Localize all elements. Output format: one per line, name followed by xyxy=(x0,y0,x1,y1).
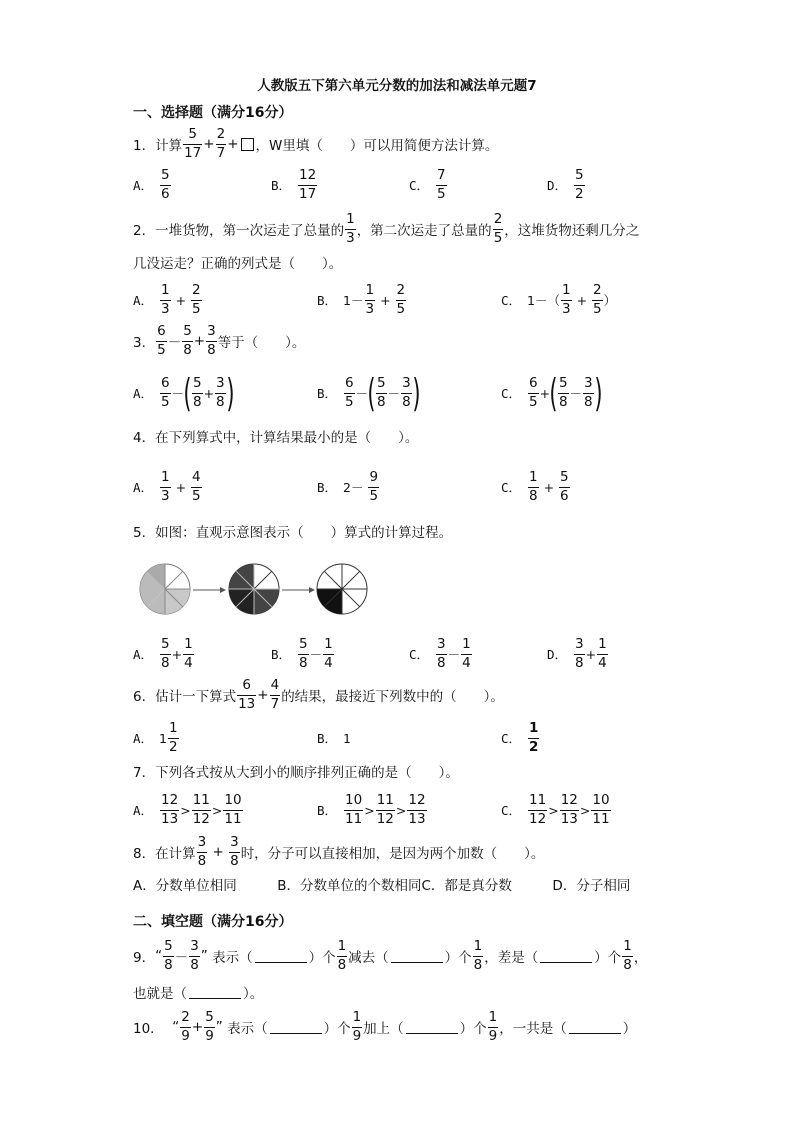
q8-options[interactable]: A．分数单位相同 B．分数单位的个数相同C．都是真分数 D．分子相同 xyxy=(133,878,631,894)
q7-option-b[interactable]: B． 10 11 > 11 12 > 12 13 xyxy=(317,792,426,827)
answer-blank[interactable] xyxy=(391,950,443,963)
q3-option-c[interactable]: C． 6 5 + ( 5 8 － 3 8 ) xyxy=(501,371,603,415)
answer-blank[interactable] xyxy=(569,1021,621,1034)
q3-option-a[interactable]: A． 6 5 － ( 5 8 + $\frac{3}{8}$ ) xyxy=(133,371,235,415)
circle-3 xyxy=(317,564,367,614)
question-9: 9． “ 5 8 － 3 8 ” 表示（ ）个 1 8 减去（ ）个 1 8 ，差是（ ）个 1 8 ， xyxy=(133,938,648,973)
q7-option-c[interactable]: C． 11 12 > 12 13 > 10 11 xyxy=(501,792,610,827)
q4-option-b[interactable]: B． 2 － 9 5 xyxy=(317,469,379,504)
page-title: 人教版五下第六单元分数的加法和减法单元题7 xyxy=(257,78,537,94)
q4-option-a[interactable]: A． 1 3 + $\frac{4}{5}$ xyxy=(133,469,201,504)
q2-option-c[interactable]: C． 1 －（ 1 3 + $\frac{2}{5}$ ） xyxy=(501,282,617,317)
q6-option-c[interactable]: C． 1 2 xyxy=(501,720,539,755)
q4-option-c[interactable]: C． 1 8 + $\frac{5}{6}$ xyxy=(501,469,569,504)
question-text: ，W里填（ ）可以用简便方法计算。 xyxy=(255,138,499,154)
question-6: 6． 估计一下算式 6 13 + $\frac{4}{7}$ 的结果，最接近下列数中的（ ）。 xyxy=(133,677,504,712)
circle-2 xyxy=(229,564,279,614)
section-heading-fill: 二、填空题（满分16分） xyxy=(133,914,293,930)
q5-option-d[interactable]: D． 3 8 + $\frac{1}{4}$ xyxy=(547,636,607,671)
q6-option-a[interactable]: A． 1 1 2 xyxy=(133,720,178,755)
q5-option-c[interactable]: C． 3 8 － 1 4 xyxy=(409,636,471,671)
q6-option-b[interactable]: B． 1 xyxy=(317,730,351,746)
question-number: 1． xyxy=(133,138,156,154)
q5-option-b[interactable]: B． 5 8 － 1 4 xyxy=(271,636,333,671)
q7-option-a[interactable]: A． 12 13 > 11 12 > 10 11 xyxy=(133,792,242,827)
question-10: 10． “ 2 9 + $\frac{5}{9}$ ” 表示（ ）个 1 9 加上（ ）个 1 9 ，一共是（ ） xyxy=(133,1009,637,1044)
question-5: 5．如图：直观示意图表示（ ）算式的计算过程。 xyxy=(133,525,453,541)
q1-option-b[interactable]: B． 12 17 xyxy=(271,167,317,202)
fraction-circle-diagram xyxy=(133,560,373,620)
answer-blank[interactable] xyxy=(270,1021,322,1034)
fraction: $\frac{2}{7}$ xyxy=(216,126,226,161)
answer-blank[interactable] xyxy=(540,950,592,963)
q1-option-a[interactable]: A． 5 6 xyxy=(133,167,170,202)
fraction: 5 17 xyxy=(184,126,202,161)
circle-1 xyxy=(140,564,190,614)
q2-option-a[interactable]: A． 1 3 + $\frac{2}{5}$ xyxy=(133,282,201,317)
answer-blank[interactable] xyxy=(189,986,241,999)
question-7: 7．下列各式按从大到小的顺序排列正确的是（ ）。 xyxy=(133,765,459,781)
question-8: 8． 在计算 3 8 + $\frac{3}{8}$ 时，分子可以直接相加，是因为两个加数（ ）。 xyxy=(133,834,545,869)
question-text: 计算 xyxy=(155,138,183,154)
q1-option-d[interactable]: D． 5 2 xyxy=(547,167,584,202)
question-1: 1． 计算 5 17 + $\frac{2}{7}$ + ，W里填（ ）可以用简便方法计算。 xyxy=(133,126,499,161)
blank-square-icon xyxy=(241,138,254,151)
answer-blank[interactable] xyxy=(406,1021,458,1034)
q1-option-c[interactable]: C． 7 5 xyxy=(409,167,446,202)
question-2: 2． 一堆货物，第一次运走了总量的 1 3 ，第二次运走了总量的 2 5 ，这堆货物还剩几分之 xyxy=(133,211,640,246)
question-3: 3． 6 5 － 5 8 + $\frac{3}{8}$ 等于（ ）。 xyxy=(133,323,306,358)
question-2-line2: 几没运走？正确的列式是（ ）。 xyxy=(133,256,343,272)
q5-option-a[interactable]: A． 5 8 + $\frac{1}{4}$ xyxy=(133,636,193,671)
q3-option-b[interactable]: B． 6 5 － ( 5 8 － 3 8 ) xyxy=(317,371,421,415)
section-heading-choice: 一、选择题（满分16分） xyxy=(133,105,293,121)
q2-option-b[interactable]: B． 1 － 1 3 + $\frac{2}{5}$ xyxy=(317,282,406,317)
question-4: 4．在下列算式中，计算结果最小的是（ ）。 xyxy=(133,430,419,446)
question-9-line2: 也就是（ ）。 xyxy=(133,986,264,1002)
answer-blank[interactable] xyxy=(255,950,307,963)
